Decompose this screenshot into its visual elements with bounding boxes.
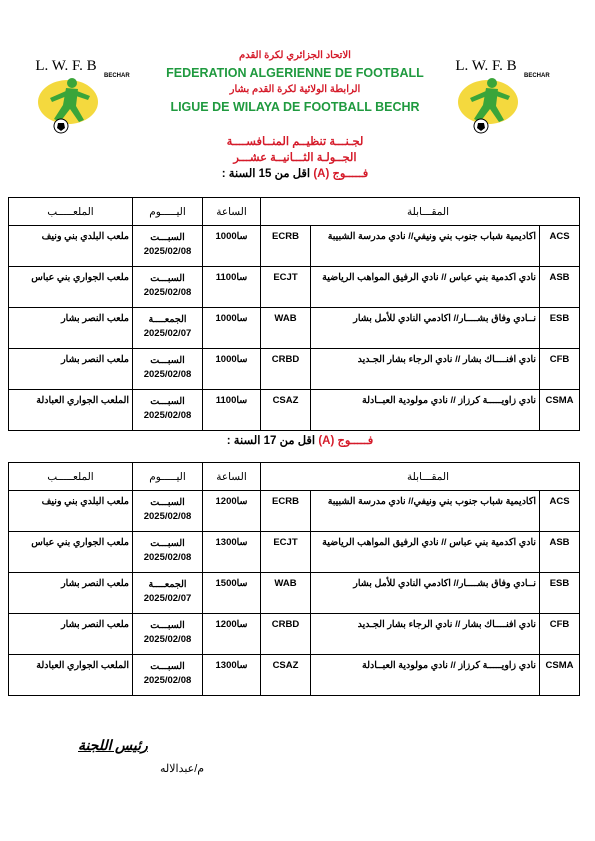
club-code-cell: CFB <box>540 614 580 655</box>
day-cell: الجمعــــة 2025/02/07 <box>133 573 203 614</box>
club-code-cell: ACS <box>540 491 580 532</box>
match-cell: نادي افنــــاك بشار // نادي الرجاء بشار الجـديد <box>311 349 540 390</box>
group-u17-prefix: فـــــوج (A) <box>318 435 374 447</box>
day-cell: السبـــت 2025/02/08 <box>133 532 203 573</box>
stadium-cell: ملعب البلدي بني ونيف <box>9 491 133 532</box>
time-cell: 12سا00 <box>203 491 261 532</box>
stadium-cell: ملعب النصر بشار <box>9 614 133 655</box>
time-cell: 15سا00 <box>203 573 261 614</box>
match-cell: نــادي وفاق بشــــار// اكادمي النادي للأمل بشار <box>311 573 540 614</box>
table-row <box>9 614 580 655</box>
table-row <box>9 655 580 696</box>
stadium-cell: الملعب الجواري العبادلة <box>9 655 133 696</box>
round-title: الجــولـة الثـــانيــة عشـــر <box>233 152 357 164</box>
stadium-cell: ملعب النصر بشار <box>9 308 133 349</box>
group-u17-title <box>150 433 450 447</box>
match-cell: نادي اكدمية بني عباس // نادي الرفيق المواهب الرياضية <box>311 267 540 308</box>
host-code-cell: CRBD <box>261 614 311 655</box>
logo-text: L. W. F. B <box>35 58 97 74</box>
logo-vertical-text: BECHAR <box>524 73 550 79</box>
match-cell: نادي زاويـــــة كرزاز // نادي مولودية العبــادلة <box>311 390 540 431</box>
column-match: المقـــابلة <box>261 463 580 491</box>
table-row <box>9 491 580 532</box>
group-u15-suffix: اقل من 15 السنة : <box>221 168 314 180</box>
column-time: الساعة <box>203 198 261 226</box>
time-cell: 10سا00 <box>203 226 261 267</box>
league-logo-right <box>450 58 550 130</box>
stadium-cell: ملعب الجواري بني عباس <box>9 532 133 573</box>
stadium-cell: ملعب الجواري بني عباس <box>9 267 133 308</box>
table-row <box>9 267 580 308</box>
group-u15-prefix: فـــــوج (A) <box>313 168 369 180</box>
committee-president-label: رئيس اللجنة <box>78 739 148 754</box>
column-stadium: الملعـــــب <box>9 198 133 226</box>
time-cell: 11سا00 <box>203 390 261 431</box>
time-cell: 10سا00 <box>203 349 261 390</box>
column-day: اليـــــوم <box>133 198 203 226</box>
host-code-cell: WAB <box>261 308 311 349</box>
time-cell: 12سا00 <box>203 614 261 655</box>
match-cell: نادي افنــــاك بشار // نادي الرجاء بشار الجـديد <box>311 614 540 655</box>
stadium-cell: ملعب البلدي بني ونيف <box>9 226 133 267</box>
schedule-table-u15 <box>8 197 580 431</box>
table-row <box>9 349 580 390</box>
club-code-cell: CSMA <box>540 390 580 431</box>
signature-name: م/عبدالاله <box>160 763 205 775</box>
time-cell: 11سا00 <box>203 267 261 308</box>
time-cell: 10سا00 <box>203 308 261 349</box>
table-row <box>9 532 580 573</box>
header-ar-federation: الاتحاد الجزائري لكرة القدم <box>239 50 351 61</box>
club-code-cell: ESB <box>540 573 580 614</box>
table-row <box>9 308 580 349</box>
stadium-cell: الملعب الجواري العبادلة <box>9 390 133 431</box>
club-code-cell: ASB <box>540 267 580 308</box>
host-code-cell: ECRB <box>261 491 311 532</box>
column-match: المقـــابلة <box>261 198 580 226</box>
header-ar-league: الرابطة الولائية لكرة القدم بشار <box>229 84 361 95</box>
day-cell: السبـــت 2025/02/08 <box>133 614 203 655</box>
group-u15-title <box>130 166 460 180</box>
host-code-cell: CSAZ <box>261 390 311 431</box>
club-code-cell: CFB <box>540 349 580 390</box>
stadium-cell: ملعب النصر بشار <box>9 573 133 614</box>
host-code-cell: CRBD <box>261 349 311 390</box>
time-cell: 13سا00 <box>203 655 261 696</box>
day-cell: السبـــت 2025/02/08 <box>133 349 203 390</box>
club-code-cell: ACS <box>540 226 580 267</box>
column-day: اليـــــوم <box>133 463 203 491</box>
table-row <box>9 390 580 431</box>
host-code-cell: ECRB <box>261 226 311 267</box>
day-cell: الجمعــــة 2025/02/07 <box>133 308 203 349</box>
football-player-icon <box>36 76 102 134</box>
table-row <box>9 573 580 614</box>
stadium-cell: ملعب النصر بشار <box>9 349 133 390</box>
table-row <box>9 226 580 267</box>
host-code-cell: ECJT <box>261 267 311 308</box>
club-code-cell: CSMA <box>540 655 580 696</box>
league-logo-left <box>30 58 130 130</box>
club-code-cell: ASB <box>540 532 580 573</box>
host-code-cell: WAB <box>261 573 311 614</box>
table-header-row <box>9 198 580 226</box>
header-fr-federation: FEDERATION ALGERIENNE DE FOOTBALL <box>166 66 424 80</box>
match-cell: اكاديمية شباب جنوب بني ونيفي// نادي مدرسة الشبيبة <box>311 226 540 267</box>
column-stadium: الملعـــــب <box>9 463 133 491</box>
day-cell: السبـــت 2025/02/08 <box>133 226 203 267</box>
schedule-table-u17 <box>8 462 580 696</box>
committee-title: لجـنـــة تنظيــم المنــافســــة <box>226 136 364 148</box>
header-fr-league: LIGUE DE WILAYA DE FOOTBALL BECHR <box>170 100 420 114</box>
football-player-icon <box>456 76 522 134</box>
day-cell: السبـــت 2025/02/08 <box>133 491 203 532</box>
match-cell: نادي زاويـــــة كرزاز // نادي مولودية العبــادلة <box>311 655 540 696</box>
table-header-row <box>9 463 580 491</box>
logo-text: L. W. F. B <box>455 58 517 74</box>
host-code-cell: ECJT <box>261 532 311 573</box>
club-code-cell: ESB <box>540 308 580 349</box>
match-cell: اكاديمية شباب جنوب بني ونيفي// نادي مدرسة الشبيبة <box>311 491 540 532</box>
time-cell: 13سا00 <box>203 532 261 573</box>
logo-vertical-text: BECHAR <box>104 73 130 79</box>
day-cell: السبـــت 2025/02/08 <box>133 390 203 431</box>
column-time: الساعة <box>203 463 261 491</box>
match-cell: نادي اكدمية بني عباس // نادي الرفيق المواهب الرياضية <box>311 532 540 573</box>
group-u17-suffix: اقل من 17 السنة : <box>226 435 319 447</box>
day-cell: السبـــت 2025/02/08 <box>133 655 203 696</box>
match-cell: نــادي وفاق بشــــار// اكادمي النادي للأمل بشار <box>311 308 540 349</box>
day-cell: السبـــت 2025/02/08 <box>133 267 203 308</box>
host-code-cell: CSAZ <box>261 655 311 696</box>
